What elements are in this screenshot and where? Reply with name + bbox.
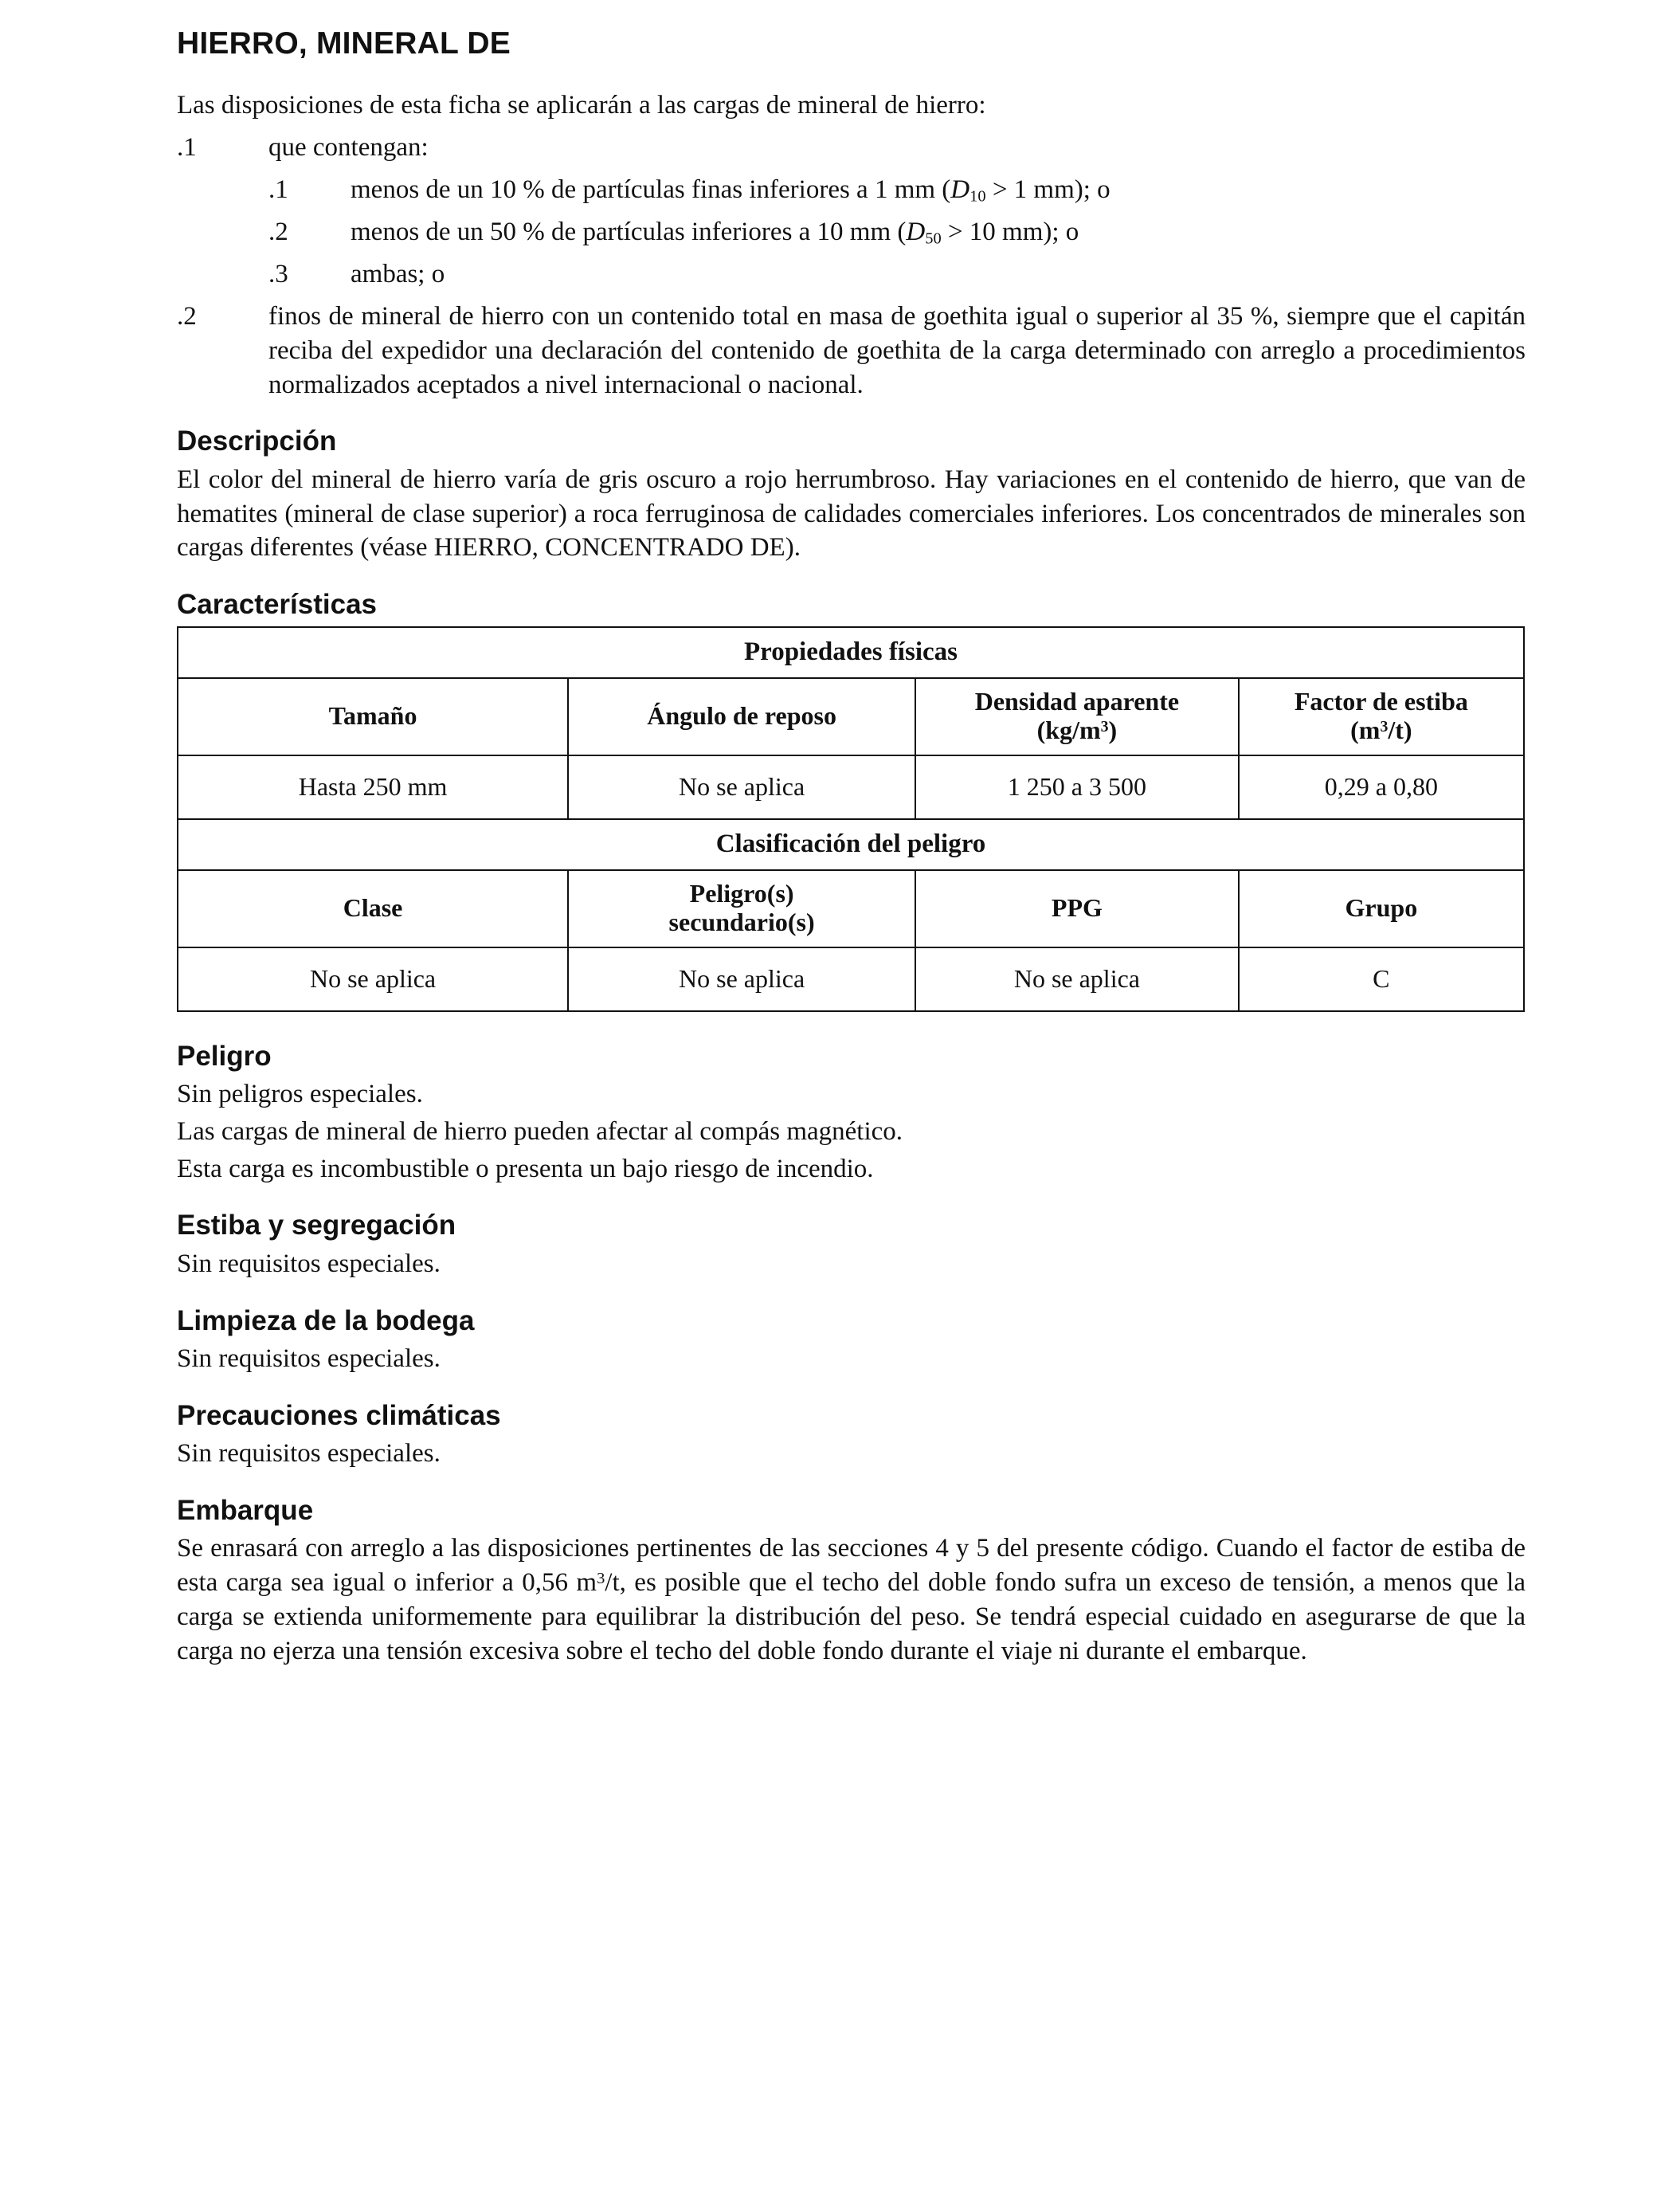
header-clase (178, 870, 568, 947)
header-factor-estiba (1239, 678, 1524, 755)
embarque-text-part-1: Se enrasará con arreglo a las disposiciones pertinentes de las secciones 4 y 5 del presente código. Cuando el factor de estiba de esta carga sea igual o inferior a 0,56 m (177, 1534, 1526, 1598)
value-tamano: Hasta 250 mm (178, 755, 568, 819)
paragraph-embarque (177, 1532, 1526, 1669)
header-line-1: Factor de estiba (1294, 687, 1468, 716)
header-unit-exponent: 3 (1100, 718, 1109, 736)
variable-d: D (906, 217, 926, 246)
limpieza-line-1: Sin requisitos especiales. (177, 1343, 441, 1373)
table-row-values-physical (178, 755, 1524, 819)
heading-descripcion: Descripción (177, 426, 337, 457)
sub-text-before: menos de un 10 % de partículas finas inferiores a 1 mm ( (351, 175, 951, 204)
list-text (351, 173, 1526, 207)
sub-text-after: > 1 mm); o (985, 175, 1110, 204)
header-grupo (1239, 870, 1524, 947)
list-item-1-1 (177, 173, 1526, 207)
peligro-line-1: Sin peligros especiales. (177, 1079, 423, 1108)
heading-embarque: Embarque (177, 1494, 314, 1526)
table-row-values-hazard (178, 947, 1524, 1011)
header-densidad-aparente (915, 678, 1239, 755)
header-unit-base: (m (1350, 716, 1381, 745)
heading-limpieza-bodega: Limpieza de la bodega (177, 1304, 475, 1336)
heading-estiba-segregacion: Estiba y segregación (177, 1210, 456, 1241)
header-line-1: PPG (1051, 893, 1103, 923)
intro-paragraph: Las disposiciones de esta ficha se aplicarán a las cargas de mineral de hierro: (177, 90, 986, 120)
sub-text-before: menos de un 50 % de partículas inferiores a 10 mm ( (351, 217, 907, 246)
list-item-2 (177, 300, 1526, 402)
header-line-1: Clase (343, 893, 403, 923)
peligro-line-2: Las cargas de mineral de hierro pueden afectar al compás magnético. (177, 1116, 903, 1146)
sub-text-after: > 10 mm); o (941, 217, 1079, 246)
table-row-headers-hazard (178, 870, 1524, 947)
header-line-2 (916, 716, 1238, 745)
variable-subscript: 50 (925, 229, 942, 248)
value-clase: No se aplica (178, 947, 568, 1011)
peligro-line-3: Esta carga es incombustible o presenta un bajo riesgo de incendio. (177, 1154, 874, 1183)
header-line-1: Ángulo de reposo (647, 701, 836, 731)
table-row-headers-physical (178, 678, 1524, 755)
value-angulo-reposo: No se aplica (568, 755, 915, 819)
table-row-band-physical (178, 627, 1524, 678)
list-marker: .3 (268, 259, 288, 288)
list-item-1-3 (177, 257, 1526, 292)
header-line-2: secundario(s) (668, 908, 815, 937)
list-marker: .1 (268, 175, 288, 204)
list-text: ambas; o (351, 259, 445, 288)
header-peligros-secundarios (568, 870, 915, 947)
header-unit-tail: /t) (1388, 716, 1412, 745)
header-line-2 (1240, 716, 1523, 745)
band-hazard-classification: Clasificación del peligro (178, 819, 1524, 870)
embarque-text-part-2: /t, es posible que el techo del doble fondo sufra un exceso de tensión, a menos que la carga se extienda uniformemente para equilibrar la distribución del peso. Se tendrá especial cuidado en asegurarse de que la carga no ejerza una tensión excesiva sobre el techo del doble fondo durante el viaje ni durante el embarque. (177, 1568, 1526, 1665)
value-grupo: C (1239, 947, 1524, 1011)
value-peligros-secundarios: No se aplica (568, 947, 915, 1011)
heading-caracteristicas: Características (177, 589, 377, 621)
header-line-1: Densidad aparente (974, 687, 1180, 716)
embarque-exponent: 3 (597, 1569, 605, 1587)
table-row-band-hazard (178, 819, 1524, 870)
header-tamano (178, 678, 568, 755)
list-marker: .2 (177, 301, 197, 331)
band-physical-properties: Propiedades físicas (178, 627, 1524, 678)
header-unit-tail: ) (1108, 716, 1118, 745)
list-item-1-2 (177, 215, 1526, 249)
value-densidad-aparente: 1 250 a 3 500 (915, 755, 1239, 819)
header-unit-exponent: 3 (1380, 718, 1389, 736)
list-item-1 (177, 131, 1526, 165)
paragraph-descripcion: El color del mineral de hierro varía de gris oscuro a rojo herrumbroso. Hay variaciones en el contenido de hierro, que van de hematites (mineral de clase superior) a roca ferruginosa de calidades comerciales inferiores. Los concentrados de minerales son cargas diferentes (véase HIERRO, CONCENTRADO DE). (177, 465, 1526, 563)
header-unit-base: (kg/m (1036, 716, 1101, 745)
variable-d: D (950, 175, 970, 204)
header-line-1: Peligro(s) (689, 879, 794, 908)
estiba-line-1: Sin requisitos especiales. (177, 1249, 441, 1278)
value-ppg: No se aplica (915, 947, 1239, 1011)
variable-subscript: 10 (969, 187, 986, 206)
list-text: que contengan: (268, 132, 429, 162)
list-marker: .1 (177, 132, 197, 162)
heading-precauciones-climaticas: Precauciones climáticas (177, 1399, 501, 1431)
heading-peligro: Peligro (177, 1040, 272, 1072)
list-text: finos de mineral de hierro con un contenido total en masa de goethita igual o superior al 35 %, siempre que el capitán reciba del expedidor una declaración del contenido de goethita de la carga determinado con arreglo a procedimientos normalizados aceptados a nivel internacional o nacional. (268, 301, 1526, 399)
page-title: HIERRO, MINERAL DE (177, 26, 511, 61)
value-factor-estiba: 0,29 a 0,80 (1239, 755, 1524, 819)
list-marker: .2 (268, 217, 288, 246)
characteristics-table (177, 626, 1525, 1012)
header-ppg (915, 870, 1239, 947)
header-line-1: Tamaño (328, 701, 417, 731)
header-line-1: Grupo (1345, 893, 1418, 923)
header-angulo-reposo (568, 678, 915, 755)
list-text (351, 215, 1526, 249)
precauciones-line-1: Sin requisitos especiales. (177, 1439, 441, 1469)
